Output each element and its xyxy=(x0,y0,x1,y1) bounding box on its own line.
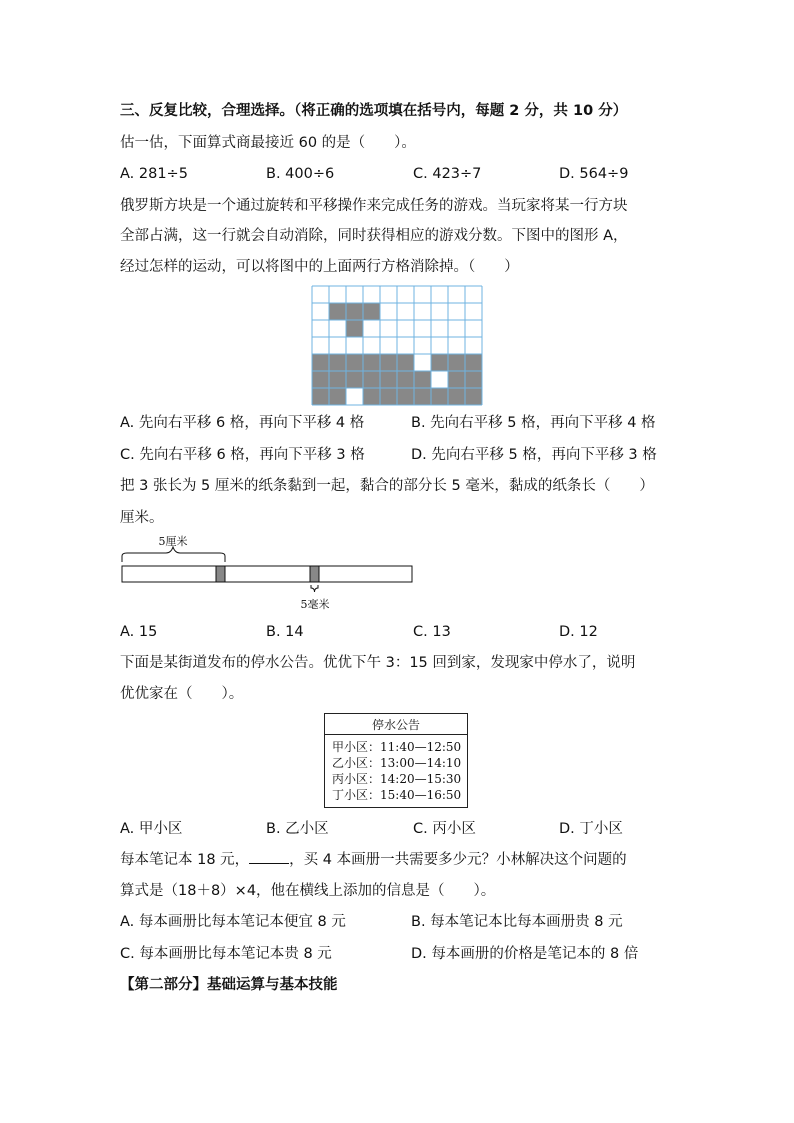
filled-cell xyxy=(363,303,380,320)
q3-option-c[interactable]: C. 13 xyxy=(413,624,451,640)
tetris-grid-figure xyxy=(311,285,483,406)
filled-cell xyxy=(363,354,380,371)
filled-cell xyxy=(397,371,414,388)
q4-option-b[interactable]: B. 乙小区 xyxy=(266,821,329,837)
q5-option-c[interactable]: C. 每本画册比每本笔记本贵 8 元 xyxy=(120,946,332,962)
q5-blank[interactable] xyxy=(249,849,289,864)
q5-option-b[interactable]: B. 每本笔记本比每本画册贵 8 元 xyxy=(411,914,623,930)
filled-cell xyxy=(397,354,414,371)
q4-option-c[interactable]: C. 丙小区 xyxy=(413,821,476,837)
q2-option-d[interactable]: D. 先向右平移 5 格，再向下平移 3 格 xyxy=(411,447,657,463)
q5-option-a[interactable]: A. 每本画册比每本笔记本便宜 8 元 xyxy=(120,914,346,930)
filled-cell xyxy=(380,388,397,405)
question-1-text: 估一估，下面算式商最接近 60 的是（ ）。 xyxy=(120,135,416,151)
overlap-2 xyxy=(310,566,319,582)
filled-cell xyxy=(414,371,431,388)
notice-row: 丁小区：15:40—16:50 xyxy=(332,788,462,802)
strip-brace xyxy=(122,547,225,562)
filled-cell xyxy=(448,388,465,405)
question-2-line-2: 全部占满，这一行就会自动消除，同时获得相应的游戏分数。下图中的图形 A， xyxy=(120,228,628,244)
filled-cell xyxy=(363,388,380,405)
label-5mm: 5毫米 xyxy=(300,598,330,611)
label-5cm: 5厘米 xyxy=(158,535,188,548)
overlap-pointer xyxy=(311,585,318,592)
filled-cell xyxy=(346,320,363,337)
q3-option-b[interactable]: B. 14 xyxy=(266,624,304,640)
filled-cell xyxy=(380,371,397,388)
notice-row: 甲小区：11:40—12:50 xyxy=(332,740,462,754)
filled-cell xyxy=(312,371,329,388)
section-heading: 三、反复比较，合理选择。（将正确的选项填在括号内，每题 2 分，共 10 分） xyxy=(120,103,628,119)
part-2-heading: 【第二部分】基础运算与基本技能 xyxy=(120,977,338,993)
filled-cell xyxy=(431,388,448,405)
question-3-line-2: 厘米。 xyxy=(120,510,164,526)
question-2-line-1: 俄罗斯方块是一个通过旋转和平移操作来完成任务的游戏。当玩家将某一行方块 xyxy=(120,198,628,214)
notice-row: 乙小区：13:00—14:10 xyxy=(332,756,462,770)
q3-option-d[interactable]: D. 12 xyxy=(559,624,598,640)
filled-cell xyxy=(346,303,363,320)
filled-cell xyxy=(397,388,414,405)
q2-option-b[interactable]: B. 先向右平移 5 格，再向下平移 4 格 xyxy=(411,415,656,431)
q5-text-before-blank: 每本笔记本 18 元， xyxy=(120,852,250,868)
filled-cell xyxy=(465,354,482,371)
filled-cell xyxy=(465,388,482,405)
filled-cell xyxy=(346,371,363,388)
question-5-line-2: 算式是（18＋8）×4，他在横线上添加的信息是（ ）。 xyxy=(120,883,496,899)
water-outage-notice xyxy=(324,713,468,808)
filled-cell xyxy=(363,371,380,388)
filled-cell xyxy=(312,354,329,371)
filled-cell xyxy=(346,354,363,371)
filled-cell xyxy=(329,354,346,371)
filled-cell xyxy=(431,354,448,371)
q5-text-after-blank: ，买 4 本画册一共需要多少元？小林解决这个问题的 xyxy=(289,852,627,868)
q4-option-a[interactable]: A. 甲小区 xyxy=(120,821,183,837)
q1-option-b[interactable]: B. 400÷6 xyxy=(266,166,335,182)
notice-divider xyxy=(325,734,467,735)
notice-title: 停水公告 xyxy=(371,718,420,732)
filled-cell xyxy=(380,354,397,371)
question-2-line-3: 经过怎样的运动，可以将图中的上面两行方格消除掉。（ ） xyxy=(120,259,519,275)
q4-option-d[interactable]: D. 丁小区 xyxy=(559,821,623,837)
q1-option-a[interactable]: A. 281÷5 xyxy=(120,166,188,182)
filled-cell xyxy=(312,388,329,405)
question-4-line-1: 下面是某街道发布的停水公告。优优下午 3：15 回到家，发现家中停水了，说明 xyxy=(120,655,636,671)
q1-option-d[interactable]: D. 564÷9 xyxy=(559,166,629,182)
filled-cell xyxy=(329,303,346,320)
q3-option-a[interactable]: A. 15 xyxy=(120,624,158,640)
filled-cell xyxy=(329,371,346,388)
question-5-line-1 xyxy=(120,849,627,871)
filled-cell xyxy=(448,354,465,371)
question-4-line-2: 优优家在（ ）。 xyxy=(120,686,244,702)
filled-cell xyxy=(414,388,431,405)
notice-row: 丙小区：14:20—15:30 xyxy=(332,772,462,786)
q2-option-a[interactable]: A. 先向右平移 6 格，再向下平移 4 格 xyxy=(120,415,365,431)
filled-cell xyxy=(329,388,346,405)
filled-cell xyxy=(465,371,482,388)
q2-option-c[interactable]: C. 先向右平移 6 格，再向下平移 3 格 xyxy=(120,447,365,463)
q5-option-d[interactable]: D. 每本画册的价格是笔记本的 8 倍 xyxy=(411,946,639,962)
question-3-line-1: 把 3 张长为 5 厘米的纸条黏到一起，黏合的部分长 5 毫米，黏成的纸条长（ ） xyxy=(120,478,654,494)
paper-strip xyxy=(122,566,412,582)
q1-option-c[interactable]: C. 423÷7 xyxy=(413,166,482,182)
paper-strip-figure xyxy=(115,532,420,614)
filled-cell xyxy=(448,371,465,388)
overlap-1 xyxy=(216,566,225,582)
